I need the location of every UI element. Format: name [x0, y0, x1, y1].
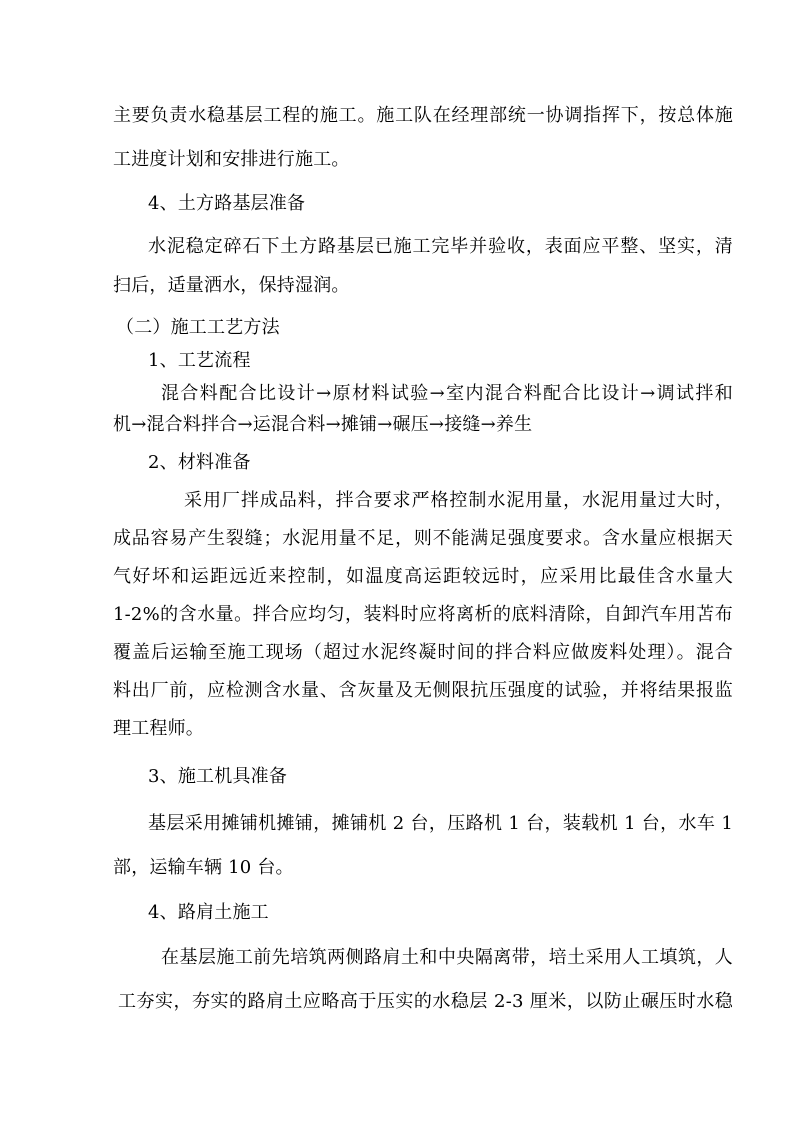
paragraph-line: 主要负责水稳基层工程的施工。施工队在经理部统一协调指挥下，按总体施 [113, 105, 733, 126]
section-heading: 3、施工机具准备 [148, 766, 288, 787]
section-heading: 4、路肩土施工 [148, 902, 269, 923]
paragraph-line: 料出厂前，应检测含水量、含灰量及无侧限抗压强度的试验，并将结果报监 [113, 680, 733, 701]
paragraph-line: 部，运输车辆 10 台。 [113, 857, 294, 878]
paragraph-line: 扫后，适量洒水，保持湿润。 [113, 275, 350, 296]
paragraph-line: 理工程师。 [113, 718, 204, 739]
paragraph-line: 机→混合料拌合→运混合料→摊铺→碾压→接缝→养生 [113, 414, 533, 435]
section-heading: 4、土方路基层准备 [148, 193, 306, 214]
paragraph-line: 工进度计划和安排进行施工。 [113, 149, 350, 170]
paragraph-line: 基层采用摊铺机摊铺，摊铺机 2 台，压路机 1 台，装载机 1 台，水车 1 [148, 813, 733, 834]
paragraph-line: 采用厂拌成品料，拌合要求严格控制水泥用量，水泥用量过大时， [184, 490, 733, 511]
paragraph-line: 1-2%的含水量。拌合应均匀，装料时应将离析的底料清除，自卸汽车用苫布 [113, 604, 733, 625]
paragraph-line: 覆盖后运输至施工现场（超过水泥终凝时间的拌合料应做废料处理）。混合 [113, 642, 733, 663]
paragraph-line: 成品容易产生裂缝；水泥用量不足，则不能满足强度要求。含水量应根据天 [113, 528, 733, 549]
section-heading: 2、材料准备 [148, 452, 251, 473]
paragraph-line: 在基层施工前先培筑两侧路肩土和中央隔离带，培土采用人工填筑，人 [161, 947, 733, 968]
paragraph-line: 气好坏和运距远近来控制，如温度高运距较远时，应采用比最佳含水量大 [113, 566, 733, 587]
paragraph-line: 水泥稳定碎石下土方路基层已施工完毕并验收，表面应平整、坚实，清 [148, 236, 733, 257]
paragraph-line: 工夯实，夯实的路肩土应略高于压实的水稳层 2-3 厘米，以防止碾压时水稳 [118, 991, 733, 1012]
paragraph-line: 混合料配合比设计→原材料试验→室内混合料配合比设计→调试拌和 [161, 383, 733, 404]
section-heading: 1、工艺流程 [148, 350, 251, 371]
section-heading: （二）施工工艺方法 [116, 317, 280, 338]
